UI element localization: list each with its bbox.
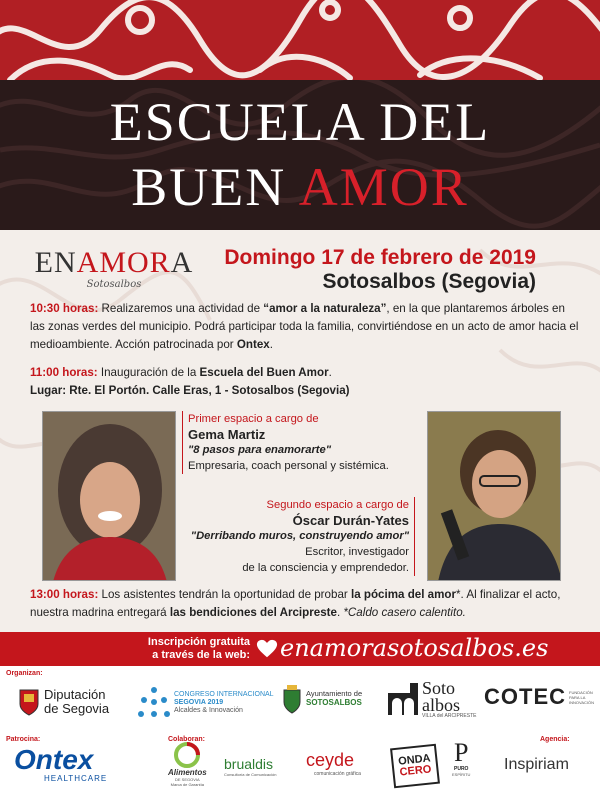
logo-line: Ayuntamiento de — [306, 689, 363, 699]
schedule-text: Los asistentes tendrán la oportunidad de probar — [98, 588, 351, 601]
onda-cero-badge — [390, 744, 440, 789]
schedule-time: 13:00 horas: — [30, 588, 99, 601]
logo-line: ONDA — [397, 752, 432, 768]
church-icon — [386, 681, 420, 717]
schedule-item-1030 — [30, 300, 580, 354]
registration-text — [100, 636, 250, 662]
title-word-buen: BUEN — [131, 157, 299, 217]
speaker-name: Óscar Durán-Yates — [292, 513, 409, 528]
logo-ayuntamiento — [282, 684, 362, 714]
schedule-time: 10:30 horas: — [30, 302, 99, 315]
brualdis-wordmark: brualdis — [224, 756, 274, 772]
swirl-pattern-icon — [0, 0, 600, 80]
speaker-name: Gema Martiz — [188, 427, 266, 442]
event-location: Lugar: Rte. El Portón. Calle Eras, 1 - Sotosalbos (Segovia) — [30, 384, 350, 397]
registration-line-2: a través de la web: — [152, 649, 250, 661]
collaborators-label: Colaboran: — [168, 736, 205, 743]
coat-of-arms-icon — [282, 684, 302, 714]
heart-icon — [256, 638, 278, 660]
sponsors-section — [0, 666, 600, 800]
logo-line: CONGRESO INTERNACIONAL — [174, 690, 274, 698]
puro-monogram: P — [453, 738, 469, 767]
registration-line-1: Inscripción gratuita — [147, 636, 250, 648]
schedule-text: Realizaremos una actividad de — [98, 302, 264, 315]
logo-ontex — [14, 746, 107, 783]
sponsor-label: Patrocina: — [6, 736, 41, 743]
schedule-text: Inauguración de la — [97, 366, 200, 379]
logo-line: VILLA del ARCIPRESTE — [422, 713, 477, 720]
logo-puro-espiritu — [452, 740, 470, 777]
talk-title: "Derribando muros, construyendo amor" — [190, 530, 409, 542]
logo-line: DE SEGOVIA — [174, 777, 200, 782]
logo-line: SEGOVIA 2019 — [174, 698, 224, 706]
agency-label: Agencia: — [540, 736, 570, 743]
food-circle-icon — [172, 742, 202, 768]
punctuation: . — [336, 606, 344, 619]
ceyde-wordmark: ceyde — [306, 750, 355, 770]
organizers-label: Organizan: — [6, 670, 43, 677]
network-triangle-icon — [138, 686, 170, 720]
logo-diputacion — [18, 688, 109, 716]
enamora-logo-text — [34, 248, 194, 278]
punctuation: . — [328, 366, 332, 379]
cotec-wordmark: COTEC — [484, 684, 566, 709]
sotosalbos-text — [422, 680, 476, 719]
logo-sotosalbos — [386, 680, 476, 719]
logo-line: Soto — [422, 678, 456, 698]
diputacion-text — [44, 688, 109, 715]
speaker-description: Empresaria, coach personal y sistémica. — [188, 460, 389, 472]
enamora-logo-subtitle: Sotosalbos — [86, 279, 142, 290]
schedule-highlight: las bendiciones del Arcipreste — [169, 606, 337, 619]
ceyde-tagline: comunicación gráfica — [314, 771, 361, 777]
logo-line: SOTOSALBOS — [306, 697, 362, 707]
title-word-amor: AMOR — [298, 157, 469, 217]
schedule-item-1100 — [30, 364, 580, 400]
schedule-text: , en la que plantaremos árboles en las zonas verdes del municipio. Podrá participar toda la familia, convirtiéndose en un acto de amor hacia el medioambiente. Acción patrocinada por — [30, 302, 579, 351]
logo-line: ESPÍRITU — [452, 772, 471, 777]
event-date: Domingo 17 de febrero de 2019 — [224, 246, 536, 269]
coat-of-arms-icon — [18, 688, 40, 716]
schedule-item-1300 — [30, 586, 580, 622]
speaker-photo-oscar — [427, 411, 561, 581]
logo-line: Alcaldes & Innovación — [174, 707, 243, 715]
logo-alimentos — [168, 742, 207, 787]
speaker-intro: Primer espacio a cargo de — [188, 413, 319, 425]
logo-line: de Segovia — [44, 701, 110, 716]
schedule-time: 11:00 horas: — [30, 366, 98, 379]
logo-cotec — [484, 684, 597, 710]
logo-ceyde — [306, 750, 361, 777]
logo-line: CERO — [399, 763, 432, 779]
speaker-block-1 — [182, 411, 412, 474]
schedule-highlight: “amor a la naturaleza” — [263, 302, 387, 315]
logo-line: PURO — [454, 766, 469, 772]
logo-line: Diputación — [44, 687, 106, 703]
enamora-logo — [34, 248, 194, 290]
logo-line: Alimentos — [168, 768, 207, 777]
sponsor-name: Ontex — [236, 338, 270, 351]
schedule-highlight: a pócima del amor — [354, 588, 457, 601]
logo-line: albos — [422, 695, 460, 716]
ontex-tagline: HEALTHCARE — [44, 774, 108, 783]
registration-website-link[interactable]: enamorasotosalbos.es — [280, 634, 549, 662]
schedule-highlight: Escuela del Buen Amor — [199, 366, 329, 379]
ontex-wordmark: Ontex — [14, 744, 94, 775]
logo-part-en: EN — [34, 246, 77, 279]
schedule-text: *. Al finalizar el acto, nuestra madrina entregará — [30, 588, 561, 619]
congreso-text — [174, 691, 274, 715]
logo-part-a: A — [170, 246, 194, 279]
punctuation: . — [269, 338, 273, 351]
logo-congreso — [138, 686, 274, 720]
logo-onda-cero — [392, 746, 438, 786]
brualdis-tagline: Consultoría de Comunicación — [224, 772, 277, 777]
logo-inspiriam — [504, 756, 569, 774]
speaker-photo-gema — [42, 411, 176, 581]
speaker-block-2 — [185, 497, 415, 576]
speaker-description: Escritor, investigador — [305, 546, 409, 558]
inspiriam-wordmark: Inspiriam — [504, 756, 569, 773]
talk-title: "8 pasos para enamorarte" — [188, 444, 332, 456]
logo-part-amor: AMOR — [76, 246, 171, 279]
speaker-description: de la consciencia y emprendedor. — [242, 562, 409, 574]
page-title-line-2 — [0, 157, 600, 217]
schedule-highlight: l — [350, 588, 355, 601]
event-place: Sotosalbos (Segovia) — [322, 270, 536, 293]
footnote: *Caldo casero calentito. — [343, 606, 466, 619]
ayuntamiento-text — [306, 690, 362, 707]
logo-brualdis — [224, 756, 276, 777]
woman-portrait-icon — [43, 412, 176, 581]
logo-line: Marca de Garantía — [170, 782, 205, 787]
cotec-tagline: FUNDACIÓN PARA LA INNOVACIÓN — [569, 689, 595, 705]
top-decorative-band — [0, 0, 600, 80]
speaker-intro: Segundo espacio a cargo de — [266, 499, 409, 511]
man-portrait-icon — [428, 412, 561, 581]
page-title-line-1: ESCUELA DEL — [109, 92, 491, 152]
